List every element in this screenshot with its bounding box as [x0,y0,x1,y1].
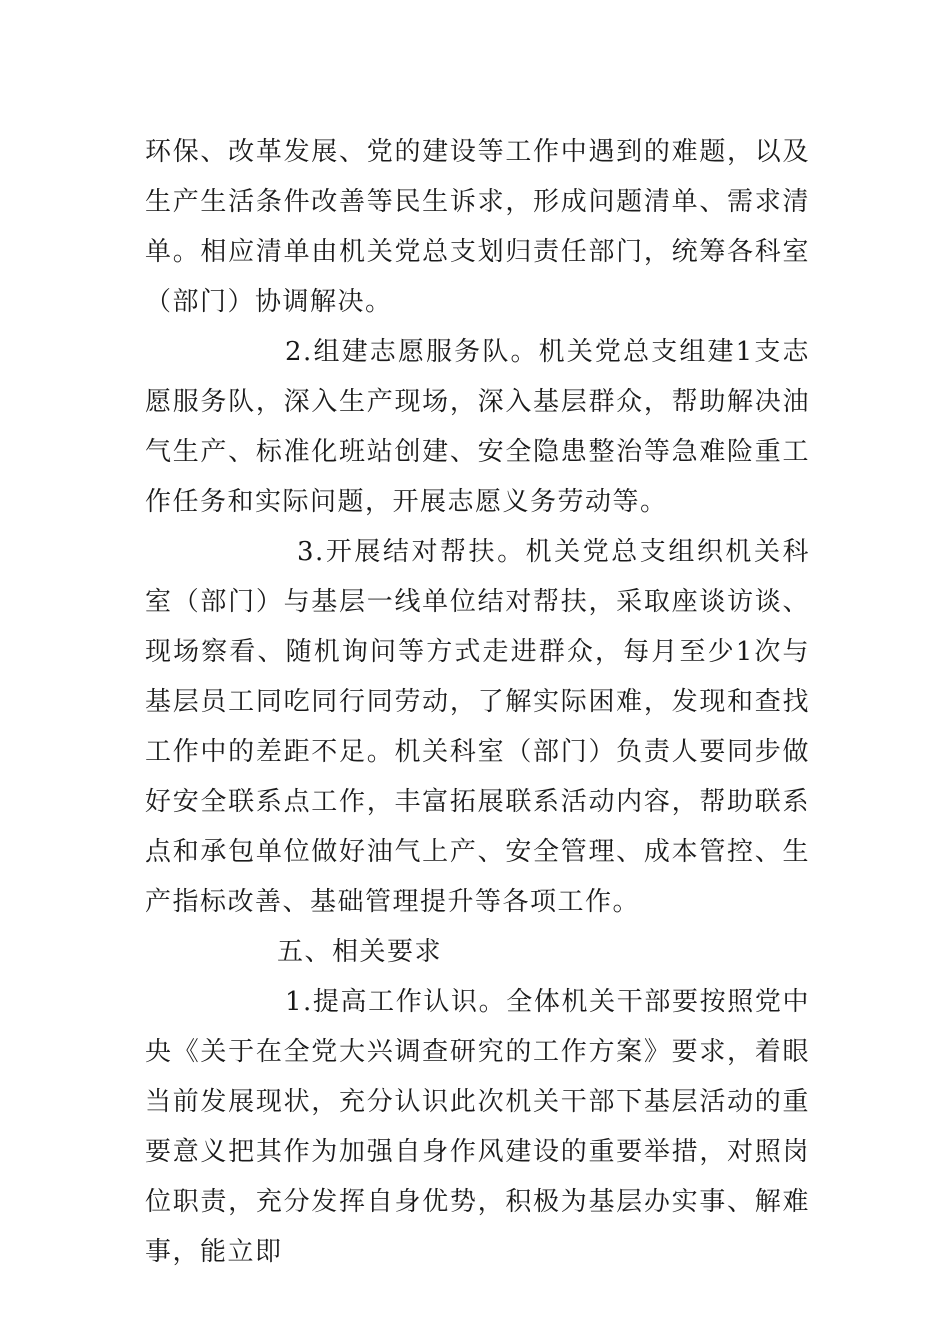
paragraph-pairing-assistance: 3.开展结对帮扶。机关党总支组织机关科室（部门）与基层一线单位结对帮扶，采取座谈访谈、现场察看、随机询问等方式走进群众，每月至少1次与基层员工同吃同行同劳动，了解实际困难，发现和查找工作中的差距不足。机关科室（部门）负责人要同步做好安全联系点工作，丰富拓展联系活动内容，帮助联系点和承包单位做好油气上产、安全管理、成本管控、生产指标改善、基础管理提升等各项工作。 [145,537,810,917]
document-body [145,127,810,1277]
paragraph-raise-awareness: 1.提高工作认识。全体机关干部要按照党中央《关于在全党大兴调查研究的工作方案》要求，着眼当前发展现状，充分认识此次机关干部下基层活动的重要意义把其作为加强自身作风建设的重要举措，对照岗位职责，充分发挥自身优势，积极为基层办实事、解难事，能立即 [145,987,810,1267]
paragraph-continuation: 环保、改革发展、党的建设等工作中遇到的难题，以及生产生活条件改善等民生诉求，形成问题清单、需求清单。相应清单由机关党总支划归责任部门，统筹各科室（部门）协调解决。 [145,137,810,317]
section-heading-requirements: 五、相关要求 [277,937,443,967]
paragraph-volunteer-team: 2.组建志愿服务队。机关党总支组建1支志愿服务队，深入生产现场，深入基层群众，帮助解决油气生产、标准化班站创建、安全隐患整治等急难险重工作任务和实际问题，开展志愿义务劳动等。 [145,337,810,517]
